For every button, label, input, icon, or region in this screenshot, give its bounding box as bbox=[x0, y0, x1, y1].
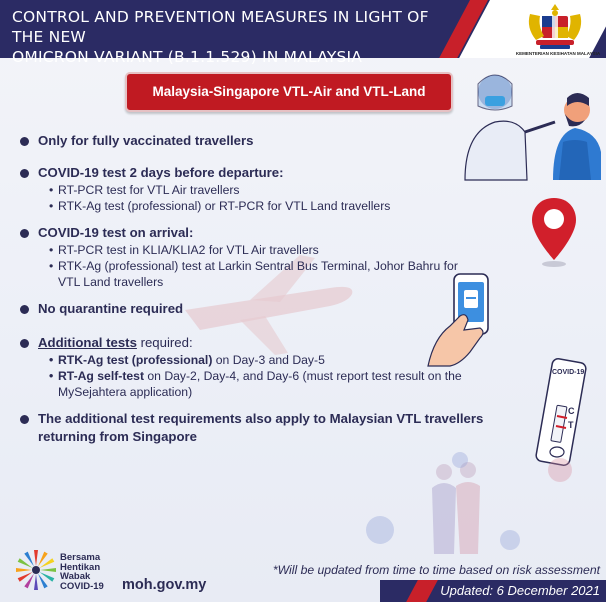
malaysia-coat-of-arms-icon bbox=[522, 2, 588, 52]
item-title: Additional tests required: bbox=[38, 335, 193, 350]
sub-item: • RTK-Ag test (professional) or RT-PCR for VTL Land travellers bbox=[49, 199, 391, 213]
page-title: CONTROL AND PREVENTION MEASURES IN LIGHT OF THE NEW OMICRON VARIANT (B.1.1.529) IN MALAYSIA bbox=[12, 8, 429, 66]
sub-item: • RT-PCR test in KLIA/KLIA2 for VTL Air travellers bbox=[49, 243, 319, 257]
ministry-caption: KEMENTERIAN KESIHATAN MALAYSIA bbox=[515, 51, 601, 56]
test-kit-control-letter: C bbox=[568, 406, 575, 416]
swab-test-illustration bbox=[455, 62, 605, 182]
test-kit-label: COVID-19 bbox=[552, 369, 585, 376]
bullet-icon bbox=[20, 305, 29, 314]
location-pin-icon bbox=[530, 196, 578, 268]
item-title: COVID-19 test on arrival: bbox=[38, 225, 194, 240]
website-link[interactable]: moh.gov.my bbox=[122, 577, 207, 593]
sub-item: • RT-PCR test for VTL Air travellers bbox=[49, 183, 240, 197]
item-title: No quarantine required bbox=[38, 301, 184, 316]
sub-item: • RT-Ag self-test on Day-2, Day-4, and Day-6 (must report test result on the bbox=[49, 369, 462, 383]
bullet-icon bbox=[20, 339, 29, 348]
campaign-logo-text: Bersama Hentikan Wabak COVID-19 bbox=[60, 552, 104, 592]
assessment-note: *Will be updated from time to time based on risk assessment bbox=[272, 563, 600, 577]
updated-date: Updated: 6 December 2021 bbox=[440, 583, 600, 598]
phone-in-hand-illustration bbox=[420, 268, 520, 368]
sub-item-continued: VTL Land travellers bbox=[58, 275, 164, 289]
bullet-icon bbox=[20, 415, 29, 424]
test-kit-test-letter: T bbox=[568, 420, 574, 430]
bersama-hentikan-logo-icon bbox=[14, 548, 58, 592]
item-title: The additional test requirements also apply to Malaysian VTL travellers returning from Singapore bbox=[38, 411, 484, 444]
item-title: Only for fully vaccinated travellers bbox=[38, 133, 254, 148]
section-banner: Malaysia-Singapore VTL-Air and VTL-Land bbox=[125, 72, 453, 112]
sub-item: • RTK-Ag test (professional) on Day-3 and Day-5 bbox=[49, 353, 325, 367]
item-title: COVID-19 test 2 days before departure: bbox=[38, 165, 284, 180]
sub-item-continued: MySejahtera application) bbox=[58, 385, 193, 399]
sub-item: • RTK-Ag (professional) test at Larkin Sentral Bus Terminal, Johor Bahru for bbox=[49, 259, 458, 273]
bullet-icon bbox=[20, 229, 29, 238]
bullet-icon bbox=[20, 137, 29, 146]
virus-background-icons bbox=[360, 440, 590, 560]
bullet-icon bbox=[20, 169, 29, 178]
